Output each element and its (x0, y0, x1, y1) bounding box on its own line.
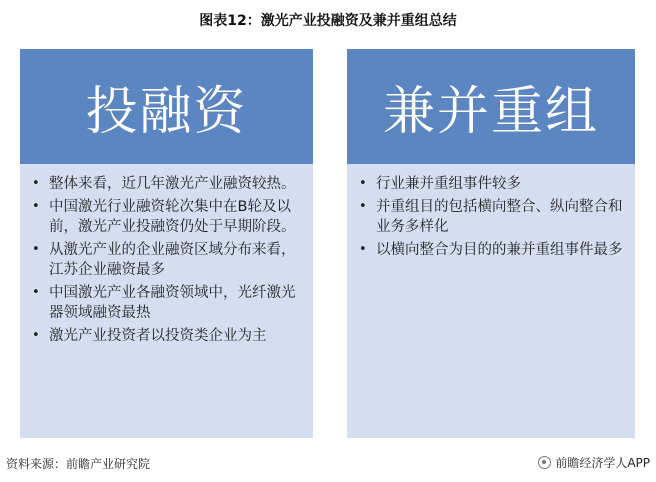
qianzhan-logo-icon (538, 456, 551, 469)
investment-financing-panel (20, 49, 313, 438)
bullet-icon: • (359, 242, 367, 257)
list-item: • 行业兼并重组事件较多 (359, 176, 521, 192)
list-item: • 中国激光行业融资轮次集中在B轮及以前，激光产业投融资仍处于早期阶段。 (32, 199, 296, 235)
list-item: • 并重组目的包括横向整合、纵向整合和业务多样化 (359, 199, 623, 235)
merger-reorganization-list (359, 174, 625, 260)
list-item: • 从激光产业的企业融资区域分布来看，江苏企业融资最多 (32, 242, 296, 278)
bullet-icon: • (32, 176, 40, 191)
list-item: • 激光产业投资者以投资类企业为主 (32, 328, 267, 344)
bullet-icon: • (359, 199, 367, 214)
merger-reorganization-body (347, 164, 635, 438)
bullet-icon: • (359, 176, 367, 191)
investment-financing-heading: 投融资 (20, 49, 313, 164)
investment-financing-list (32, 174, 303, 346)
bullet-icon: • (32, 199, 40, 214)
bullet-icon: • (32, 242, 40, 257)
figure-title: 图表12：激光产业投融资及兼并重组总结 (199, 13, 457, 29)
investment-financing-body (20, 164, 313, 438)
bullet-icon: • (32, 328, 40, 343)
brand-label: 前瞻经济学人APP (555, 456, 650, 470)
merger-reorganization-heading: 兼并重组 (347, 49, 635, 164)
bullet-icon: • (32, 285, 40, 300)
list-item: • 中国激光产业各融资领域中，光纤激光器领域融资最热 (32, 285, 296, 321)
brand-credit (538, 454, 650, 471)
merger-reorganization-panel (347, 49, 635, 438)
source-note: 资料来源：前瞻产业研究院 (6, 457, 151, 471)
list-item: • 整体来看，近几年激光产业融资较热。 (32, 176, 296, 192)
list-item: • 以横向整合为目的的兼并重组事件最多 (359, 242, 623, 258)
